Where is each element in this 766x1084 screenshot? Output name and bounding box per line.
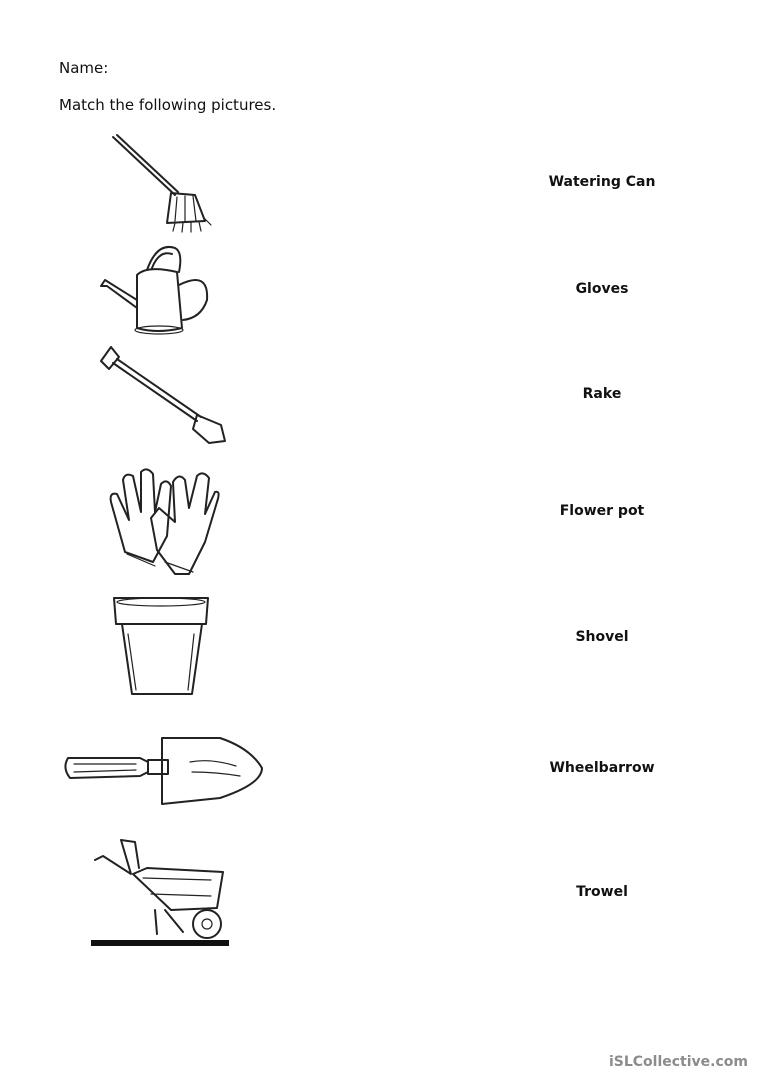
name-label: Name: <box>59 59 109 77</box>
word-trowel: Trowel <box>576 884 628 900</box>
gloves-icon <box>105 462 220 581</box>
trowel-icon <box>60 728 265 812</box>
watermark: iSLCollective.com <box>608 1054 748 1070</box>
flower-pot-icon <box>110 594 215 708</box>
word-shovel: Shovel <box>575 629 629 645</box>
word-flower-pot: Flower pot <box>559 503 645 519</box>
rake-icon <box>105 133 220 237</box>
word-wheelbarrow: Wheelbarrow <box>549 760 655 776</box>
shovel-icon <box>97 345 232 449</box>
watering-can-icon <box>97 240 217 344</box>
word-watering-can: Watering Can <box>548 174 656 190</box>
word-gloves: Gloves <box>575 281 629 297</box>
word-rake: Rake <box>582 386 622 402</box>
instruction-text: Match the following pictures. <box>59 96 277 114</box>
wheelbarrow-icon <box>91 838 231 952</box>
